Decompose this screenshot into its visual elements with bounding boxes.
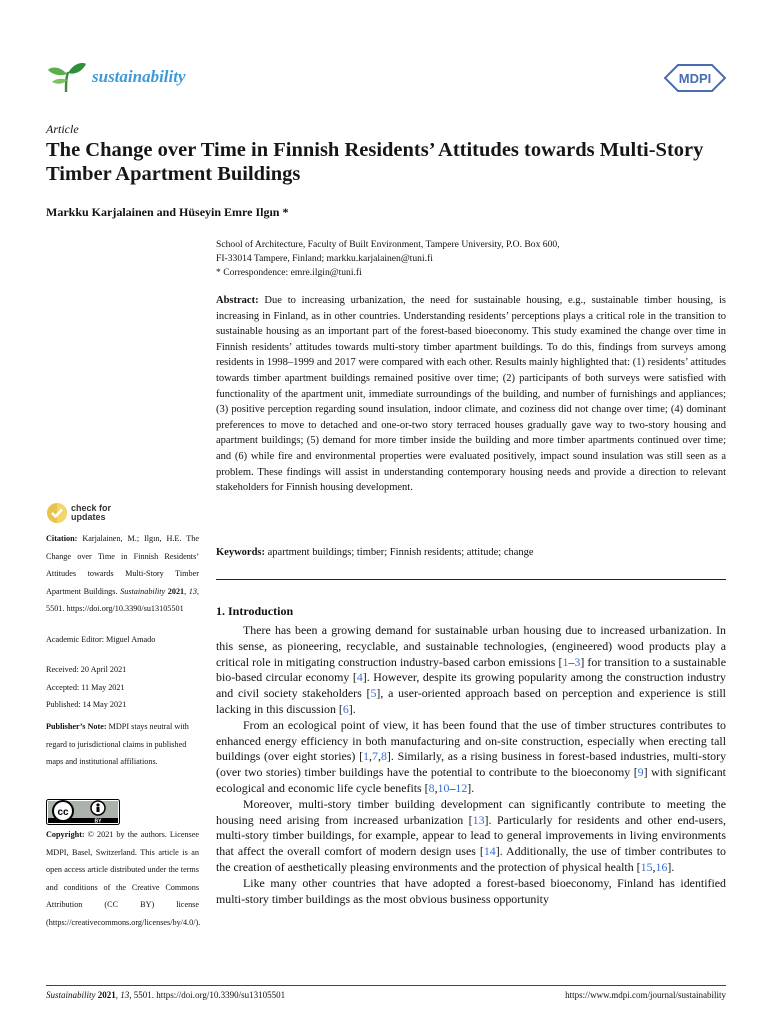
keywords [216, 545, 726, 560]
citation-link[interactable]: 8 [380, 749, 387, 764]
citation-year: 2021 [167, 586, 185, 596]
check-for-updates-badge[interactable] [46, 502, 111, 524]
citation-block: Citation: Karjalainen, M.; Ilgın, H.E. The Change over Time in Finnish Residents’ Attitudes towards Multi-Story Timber Apartment Buildings. Sustainability 2021, 13, 5501. https://doi.org/10.3390/su13105501 [46, 534, 200, 614]
authors: Markku Karjalainen and Hüseyin Emre Ilgın * [46, 205, 289, 219]
keywords-text: apartment buildings; timber; Finnish residents; attitude; change [267, 547, 534, 558]
publisher-note-text: MDPI stays neutral with regard to jurisdictional claims in published maps and institutional affiliations. [46, 722, 189, 767]
citation-journal: Sustainability [120, 586, 166, 596]
citation-link[interactable]: 8 [428, 780, 435, 795]
mdpi-logo [664, 64, 726, 97]
copyright-text: © 2021 by the authors. Licensee MDPI, Basel, Switzerland. This article is an open access article distributed under the terms and conditions of the Creative Commons Attribution (CC BY) license (https://creativecommons.org/licenses/by/4.0/). [46, 830, 201, 927]
citation-link[interactable]: 12 [455, 780, 468, 795]
journal-name: sustainability [92, 67, 186, 86]
copyright-label: Copyright: [46, 830, 85, 839]
citation-link[interactable]: 7 [372, 749, 378, 764]
footer-journal: Sustainability [46, 990, 96, 1000]
footer-doi: , 5501. https://doi.org/10.3390/su13105501 [129, 990, 286, 1000]
citation-link[interactable]: 14 [483, 844, 496, 859]
abstract-text: Due to increasing urbanization, the need for sustainable housing, e.g., sustainable timber housing, is increasing in Finland, as in other countries. Understanding residents’ perceptions plays a critical role in the transition to sustainable housing as an important part of the forest-based bioeconomy. This study examined the change over time in Finnish residents’ attitudes towards multi-story timber apartment buildings. To do this, findings from surveys among residents in 1998–1999 and 2017 were compared with each other. Results mainly highlighted that: (1) residents’ attitudes towards timber apartment buildings remained positive over time; (2) participants of both surveys were satisfied with functionality of the apartment unit, immediate surroundings of the building, and number of furnishings and appliances; (3) positive perception regarding sound insulation, indoor climate, and coziness did not change over time; (4) dominant preferences to move to detached and one-or-two story terraced houses gradually gave way to two-story housing and apartment buildings; (5) demand for more timber inside the building and more timber apartments continued over time; and (6) while fire and environmental properties were evaluated positively, impact sound insulation was still seen as a problem. These findings will assist in understanding contemporary housing needs and provide a direction to relevant stakeholders for Finnish housing development. [216, 295, 726, 494]
citation-link[interactable]: 1 [562, 654, 569, 669]
citation-link[interactable]: 5 [370, 686, 377, 701]
article-title: The Change over Time in Finnish Residents’ Attitudes towards Multi-Story Timber Apartment Buildings [46, 139, 704, 185]
citation-label: Citation: [46, 534, 78, 543]
check-updates-line: check for [71, 503, 112, 513]
publication-dates [46, 661, 199, 714]
section-heading: 1. Introduction [216, 604, 294, 618]
citation-link[interactable]: 4 [356, 670, 363, 685]
paragraph: Like many other countries that have adopted a forest-based bioeconomy, Finland has identified multi-story timber buildings as the most obvious business opportunity [216, 875, 726, 906]
article-type: Article [46, 122, 79, 136]
citation-pages: , 5501. [46, 586, 200, 614]
footer-citation: Sustainability 2021, 13, 5501. https://doi.org/10.3390/su13105501 [46, 990, 286, 1000]
received-date: Received: 20 April 2021 [46, 665, 127, 674]
citation-link[interactable]: 15 [640, 859, 653, 874]
affiliation [216, 238, 726, 280]
accepted-date: Accepted: 11 May 2021 [46, 682, 125, 692]
affiliation-line: School of Architecture, Faculty of Built Environment, Tampere University, P.O. Box 600, [216, 239, 560, 250]
footer-volume: 13 [120, 990, 130, 1000]
citation-link[interactable]: 9 [637, 765, 644, 780]
citation-link[interactable]: 1 [363, 749, 370, 764]
mdpi-logo-text: MDPI [678, 71, 712, 86]
footer-journal-url[interactable]: https://www.mdpi.com/journal/sustainability [565, 990, 726, 1000]
affiliation-line: FI-33014 Tampere, Finland; markku.karjalainen@tuni.fi [216, 253, 433, 264]
citation-text: Karjalainen, M.; Ilgın, H.E. The Change over Time in Finnish Residents’ Attitudes towards Multi-Story Timber Apartment Buildings. [46, 534, 200, 596]
paragraph: There has been a growing demand for sustainable urban housing due to increased urbanization. In this sense, as pioneering, recyclable, and sustainable technologies, (engineered) wood products play a critical role in mitigating construction industry-based carbon emissions [1–3] for transition to a sustainable bio-based circular economy [4]. However, despite its growing popularity among the construction industry and civil society stakeholders [5], a user-oriented approach based on perception and experience is still lacking in this discussion [6]. [216, 623, 727, 716]
paragraph: Moreover, multi-story timber building development can significantly contribute to meeting the housing need arising from increased urbanization [13]. Particularly for residents and other end-users, multi-story timber buildings, for example, appear to lead to general improvements in living environments that affect the overall comfort of modern design uses [14]. Additionally, the use of timber contributes to the creation of aesthetically pleasing environments and the protection of physical health [15,16]. [216, 796, 727, 874]
abstract-label: Abstract: [216, 295, 259, 306]
academic-editor: Academic Editor: Miguel Amado [46, 635, 156, 644]
copyright-block [46, 826, 199, 932]
citation-doi-link[interactable]: https://doi.org/10.3390/su13105501 [66, 604, 184, 614]
keywords-label: Keywords: [216, 547, 265, 558]
svg-text:cc: cc [57, 807, 69, 818]
footer-year: 2021 [97, 990, 116, 1000]
citation-link[interactable]: 13 [472, 812, 485, 827]
leaf-icon [46, 60, 88, 94]
citation-link[interactable]: 16 [655, 859, 668, 874]
citation-link[interactable]: 6 [342, 701, 349, 716]
check-updates-line: updates [71, 512, 106, 522]
citation-link[interactable]: 3 [574, 654, 581, 669]
journal-logo [46, 60, 186, 94]
section-divider [216, 579, 726, 580]
publisher-note [46, 718, 199, 771]
abstract [216, 293, 726, 496]
footer-divider [46, 985, 726, 986]
published-date: Published: 14 May 2021 [46, 700, 127, 710]
publisher-note-label: Publisher’s Note: [46, 722, 107, 731]
citation-link[interactable]: 10 [437, 780, 450, 795]
paragraph: From an ecological point of view, it has been found that the use of timber structures contributes to enhanced energy efficiency in both manufacturing and on-site construction, especially when erecting tall buildings (over eight stories) [1,7,8]. Similarly, as a rising business in forest-based industries, multi-story (over two stories) timber buildings have the potential to contribute to the bioeconomy [9] with significant ecological and economic life cycle benefits [8,10–12]. [216, 717, 727, 795]
correspondence: * Correspondence: emre.ilgin@tuni.fi [216, 267, 362, 278]
cc-label: BY [94, 818, 102, 825]
check-updates-icon [46, 502, 68, 524]
citation-volume: 13 [188, 586, 197, 596]
introduction-body [216, 623, 726, 907]
